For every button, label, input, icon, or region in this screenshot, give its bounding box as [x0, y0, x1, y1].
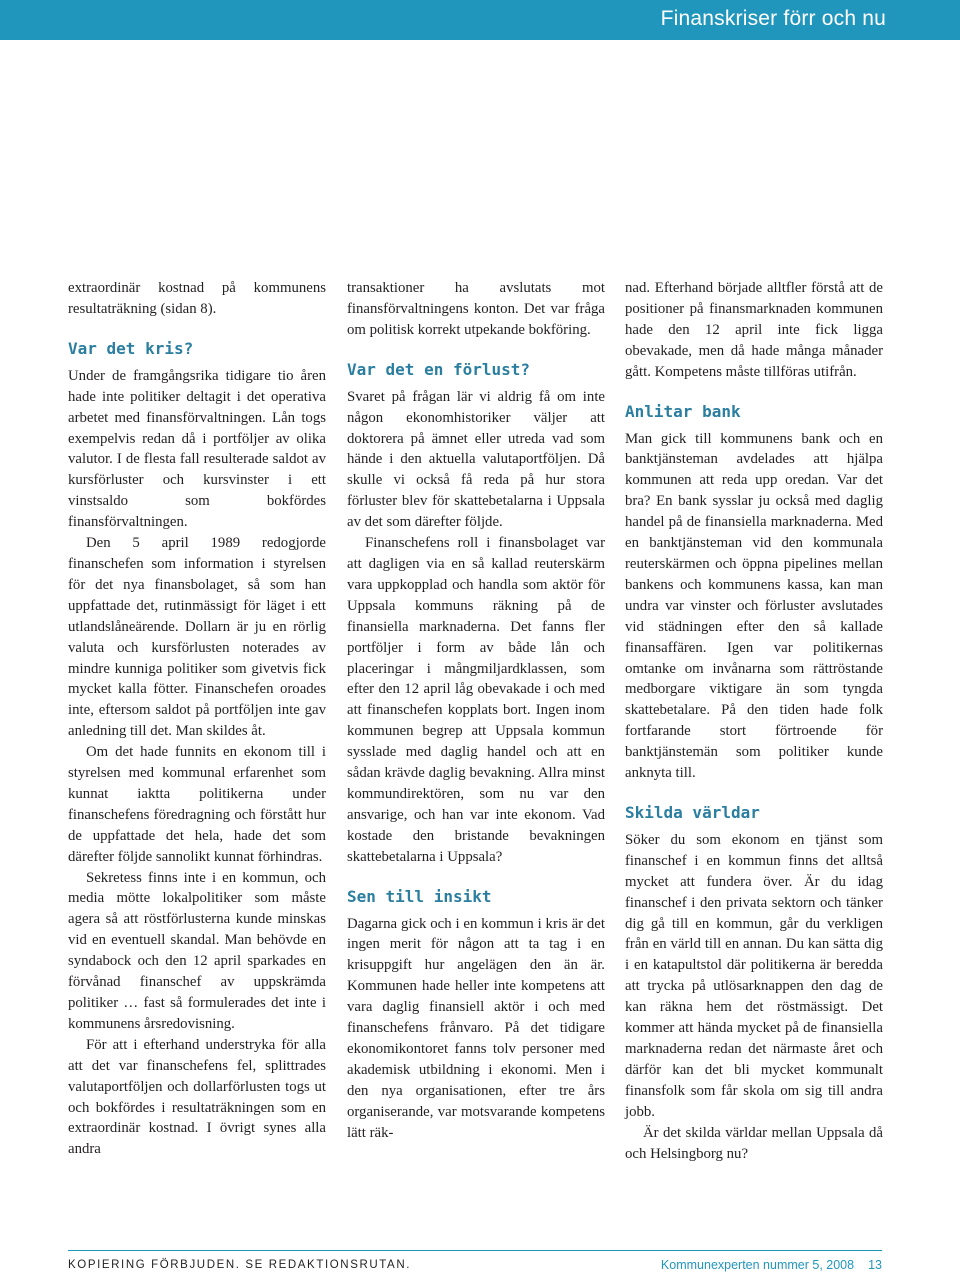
heading-spacer	[625, 383, 883, 402]
header-bar	[0, 0, 960, 40]
body-paragraph: Söker du som ekonom en tjänst som finanschef i en kommun finns det alltså mycket att fundera över. Är du idag finanschef i den privata sektorn och tänker dig gå till en kommun, går du verkligen från en värld till en annan. Du kan sätta dig i en katapultstol där politikerna är beredda att trycka på utlösarknappen den dag de kan räkna hem det röstmässigt. Det kommer att hända mycket på de finansiella marknaderna redan det närmaste året och därför kan det bli mycket kommunalt finansfolk som får skola om sig till andra jobb.	[625, 831, 883, 1120]
heading-spacer	[625, 784, 883, 803]
heading-spacer	[625, 823, 883, 830]
heading-spacer	[347, 341, 605, 360]
section-heading: Skilda världar	[625, 802, 760, 822]
publication-name: Kommunexperten nummer 5, 2008	[660, 1258, 855, 1272]
section-heading: Sen till insikt	[347, 886, 492, 906]
body-paragraph: nad. Efterhand började alltfler förstå att de positioner på finansmarknaden kommunen hade den 12 april inte fick ligga obevakade, men då hade många månader gått. Kompetens måste tillföras utifrån.	[625, 280, 883, 380]
copyright-notice: KOPIERING FÖRBJUDEN. SE REDAKTIONSRUTAN.	[68, 1259, 412, 1271]
text-column-3	[625, 278, 883, 1164]
heading-spacer	[347, 907, 605, 914]
body-paragraph: Svaret på frågan lär vi aldrig få om inte någon ekonomhistoriker väljer att doktorera på ämnet eller utreda vad som hände i den aktuella valutaportföljen. Då skulle vi också få reda på hur stora förluster blev för skattebetalarna i Uppsala av det som därefter följde.	[347, 388, 605, 531]
body-paragraph: Är det skilda världar mellan Uppsala då och Helsingborg nu?	[625, 1124, 883, 1162]
heading-spacer	[625, 422, 883, 429]
heading-spacer	[68, 320, 326, 339]
body-paragraph: Den 5 april 1989 redogjorde finanschefen som information i styrelsen för det nya finansbolaget, så som han uppfattade det, rutinmässigt för läget i ett utlandslåneärende. Dollarn är ju en rörlig valuta och kursförlusten noterades av mindre kunniga politiker som givetvis fick mycket kalla fötter. Finanschefen oroades inte, eftersom saldot på portföljen inte gav anledning till det. Man skildes åt.	[68, 535, 326, 740]
footer-publication-info	[661, 1258, 882, 1272]
section-heading: Var det en förlust?	[347, 359, 531, 379]
heading-spacer	[347, 868, 605, 887]
body-paragraph: Finanschefens roll i finansbolaget var att dagligen via en så kallad reuterskärm vara uppkopplad och handla som aktör för Uppsala kommuns räkning på de finansiella marknaderna. Det fanns fler portföljer i form av både lån och placeringar i mångmiljardklassen, som efter den 12 april låg obevakade i och med att finanschefen kopplats bort. Ingen inom kommunen begrep att Uppsala kommun sysslade med daglig handel och att en sådan krävde daglig bevakning. Allra minst kommundirektören, som nu var den ansvarige, och han var inte ekonom. Vad kostade den bristande bevakningen skattebetalarna i Uppsala?	[347, 535, 605, 865]
body-paragraph: Dagarna gick och i en kommun i kris är det ingen merit för någon att ta tag i en krisuppgift hur angelägen den än är. Kommunen hade heller inte kompetens att vara daglig finansiell aktör i och med finanschefens frånvaro. På det tidigare ekonomikontoret fanns tolv personer med akademisk utbildning i ekonomi. Men i den nya organisationen, efter tre års organiserande, var motsvarande kompetens lätt räk-	[347, 915, 605, 1141]
page-number: 13	[868, 1258, 882, 1272]
body-paragraph: transaktioner ha avslutats mot finansförvaltningens konton. Det var fråga om politisk korrekt utpekande bokföring.	[347, 280, 605, 338]
section-title: Finanskriser förr och nu	[660, 7, 886, 30]
body-paragraph: extraordinär kostnad på kommunens resultaträkning (sidan 8).	[68, 280, 326, 317]
text-column-1	[68, 278, 326, 1160]
text-column-2	[347, 278, 605, 1144]
body-paragraph: Under de framgångsrika tidigare tio åren hade inte politiker deltagit i det operativa arbetet med finansförvaltningen. Lån togs exempelvis redan då i portföljer av olika valutor. I de flesta fall resulterade saldot av kursförluster och kursvinster i ett vinstsaldo som bokfördes finansförvaltningen.	[68, 367, 326, 531]
heading-spacer	[68, 359, 326, 366]
section-heading: Anlitar bank	[625, 401, 741, 421]
body-paragraph: Man gick till kommunens bank och en banktjänsteman avdelades att hjälpa kommunen att reda upp oredan. Var det bra? En bank sysslar ju också med daglig handel på de finansiella marknaderna. Med en banktjänsteman vid den kommunala reuterskärmen och öppna pipelines mellan bankens och kommunens kassa, kan man undra var vinster och förluster avslutades vid städningen efter den så kallade finansaffären. Igen var politikernas omtanke om invånarna som rättröstande medborgare viktigare än som tyngda skattebetalare. På den tiden hade folk fortfarande stort förtroende för banktjänstemän som politiker kunde anknyta till.	[625, 430, 883, 782]
body-paragraph: För att i efterhand understryka för alla att det var finanschefens fel, splittrades valutaportföljen och dollarförlusten togs ut och bokfördes i resultaträkningen som en extraordinär kostnad. I övrigt synes alla andra	[68, 1036, 326, 1158]
heading-spacer	[347, 380, 605, 387]
footer-divider	[68, 1250, 882, 1251]
section-heading: Var det kris?	[68, 338, 194, 358]
body-paragraph: Om det hade funnits en ekonom till i styrelsen med kommunal erfarenhet som kunnat iaktta politikerna under finanschefens föredragning och förstått hur de uppfattade det hela, hade det som därefter följde sannolikt kunnat förhindras.	[68, 744, 326, 865]
body-paragraph: Sekretess finns inte i en kommun, och media mötte lokalpolitiker som måste agera så att röstförlusterna kunde minskas vid en eventuell skandal. Man behövde en syndabock och den 12 april sparkades en förvånad finanschef av uppskrämda politiker … fast så formulerades det inte i kommunens årsredovisning.	[68, 869, 326, 1032]
